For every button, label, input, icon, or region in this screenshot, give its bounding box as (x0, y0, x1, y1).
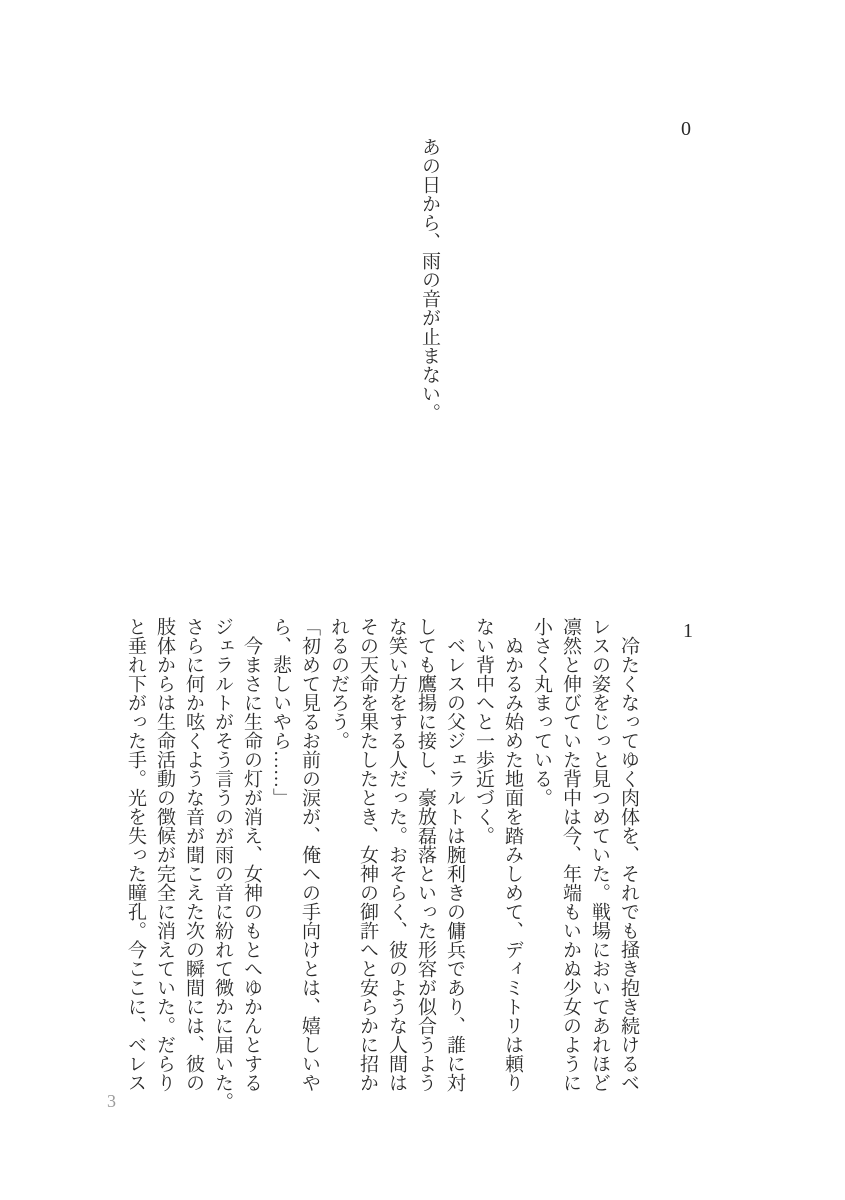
section-heading-0: 0 (681, 118, 691, 140)
text-line: 小さく丸まっている。 (531, 617, 552, 807)
text-line: しても鷹揚に接し、豪放磊落といった形容が似合うよう (415, 617, 436, 1092)
text-line: 凛然と伸びていた背中は今、年端もいかぬ少女のように (560, 617, 581, 1092)
section-0-text-block (415, 118, 444, 618)
text-line: れるのだろう。 (328, 617, 349, 750)
text-line: ら、悲しいやら……」 (270, 617, 291, 807)
text-line: 肢体からは生命活動の徴候が完全に消えていた。だらり (154, 617, 175, 1092)
text-line: ぬかるみ始めた地面を踏みしめて、ディミトリは頼り (502, 617, 523, 1092)
text-line: その天命を果たしたとき、女神の御許へと安らかに招か (357, 617, 378, 1092)
text-line: レスの姿をじっと見つめていた。戦場においてあれほど (589, 617, 610, 1092)
text-line: ない背中へと一歩近づく。 (473, 617, 494, 845)
text-line: 冷たくなってゆく肉体を、それでも掻き抱き続けるベ (618, 617, 639, 1092)
text-line: と垂れ下がった手。光を失った瞳孔。今ここに、ベレス (125, 617, 146, 1092)
text-line: 「初めて見るお前の涙が、俺への手向けとは、嬉しいや (299, 617, 320, 1092)
section-1-text-block (121, 617, 643, 1117)
text-line: な笑い方をする人だった。おそらく、彼のような人間は (386, 617, 407, 1092)
page-number: 3 (107, 1091, 116, 1111)
text-line: 今まさに生命の灯が消え、女神のもとへゆかんとする (241, 617, 262, 1092)
text-line: ジェラルトがそう言うのが雨の音に紛れて微かに届いた。 (212, 617, 233, 1111)
text-line: あの日から、雨の音が止まない。 (419, 118, 440, 422)
section-heading-1: 1 (683, 620, 693, 642)
text-line: ベレスの父ジェラルトは腕利きの傭兵であり、誰に対 (444, 617, 465, 1092)
text-line: さらに何か呟くような音が聞こえた次の瞬間には、彼の (183, 617, 204, 1092)
